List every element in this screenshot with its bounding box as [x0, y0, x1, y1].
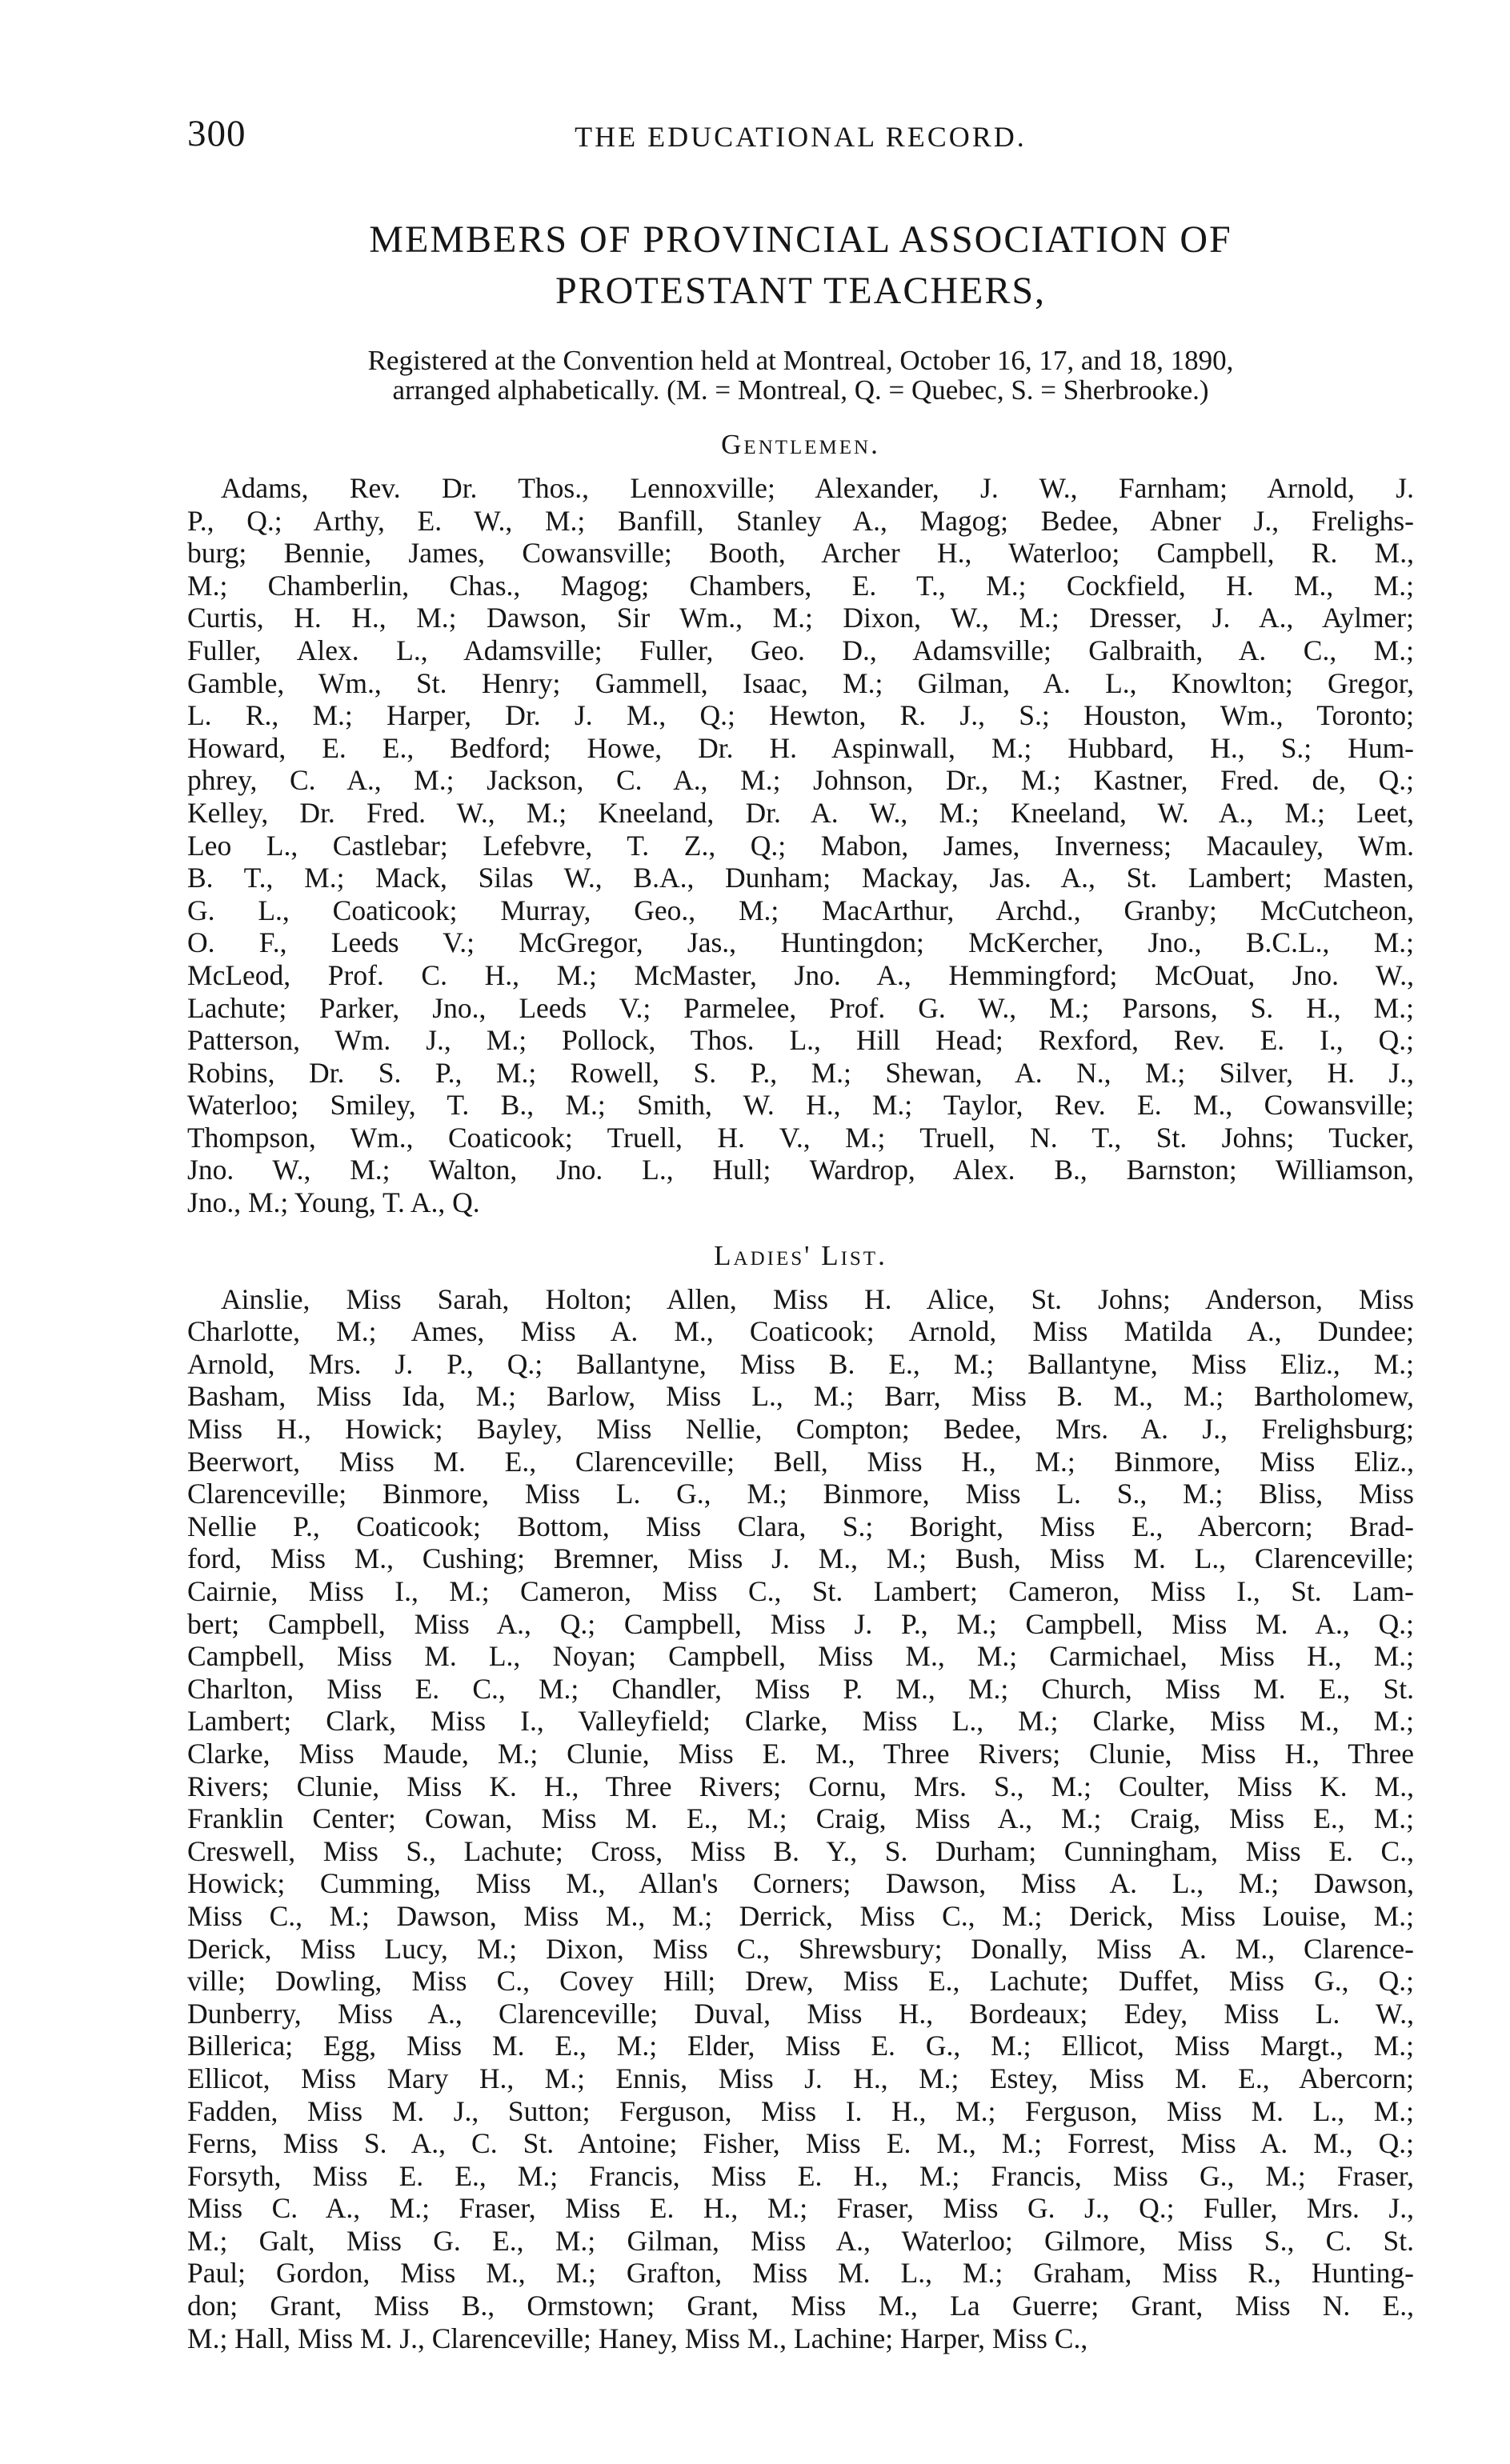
list-line: Jno., M.; Young, T. A., Q. [187, 1186, 480, 1219]
article-title [187, 214, 1414, 317]
list-line: Forsyth, Miss E. E., M.; Francis, Miss E. H., M.; Francis, Miss G., M.; Fraser, [187, 2159, 1414, 2192]
list-line: Curtis, H. H., M.; Dawson, Sir Wm., M.; Dixon, W., M.; Dresser, J. A., Aylmer; [187, 602, 1414, 634]
running-head [187, 112, 1414, 170]
list-line: Patterson, Wm. J., M.; Pollock, Thos. L., Hill Head; Rexford, Rev. E. I., Q.; [187, 1024, 1414, 1057]
list-line: Billerica; Egg, Miss M. E., M.; Elder, Miss E. G., M.; Ellicot, Miss Margt., M.; [187, 2030, 1414, 2062]
list-line: Ellicot, Miss Mary H., M.; Ennis, Miss J. H., M.; Estey, Miss M. E., Abercorn; [187, 2062, 1414, 2094]
ladies-heading: Ladies' List. [714, 1239, 887, 1271]
list-line: Fuller, Alex. L., Adamsville; Fuller, Geo. D., Adamsville; Galbraith, A. C., M.; [187, 634, 1414, 666]
subtitle-line: arranged alphabetically. (M. = Montreal, Q. = Quebec, S. = Sherbrooke.) [392, 374, 1209, 406]
article-title-line: MEMBERS OF PROVINCIAL ASSOCIATION OF [369, 218, 1232, 261]
list-line: Arnold, Mrs. J. P., Q.; Ballantyne, Miss B. E., M.; Ballantyne, Miss Eliz., M.; [187, 1347, 1414, 1380]
list-line: Campbell, Miss M. L., Noyan; Campbell, Miss M., M.; Carmichael, Miss H., M.; [187, 1640, 1414, 1673]
list-line: Clarenceville; Binmore, Miss L. G., M.; Binmore, Miss L. S., M.; Bliss, Miss [187, 1478, 1414, 1510]
list-line: Dunberry, Miss A., Clarenceville; Duval, Miss H., Bordeaux; Edey, Miss L. W., [187, 1997, 1414, 2030]
list-line: B. T., M.; Mack, Silas W., B.A., Dunham; Mackay, Jas. A., St. Lambert; Masten, [187, 862, 1414, 894]
list-line: Miss H., Howick; Bayley, Miss Nellie, Compton; Bedee, Mrs. A. J., Frelighsburg; [187, 1413, 1414, 1446]
journal-title: THE EDUCATIONAL RECORD. [575, 121, 1027, 153]
list-line: Miss C., M.; Dawson, Miss M., M.; Derrick, Miss C., M.; Derick, Miss Louise, M.; [187, 1899, 1414, 1932]
list-line: Nellie P., Coaticook; Bottom, Miss Clara, S.; Boright, Miss E., Abercorn; Brad- [187, 1510, 1414, 1542]
list-line: O. F., Leeds V.; McGregor, Jas., Huntingdon; McKercher, Jno., B.C.L., M.; [187, 926, 1414, 959]
article-title-line: PROTESTANT TEACHERS, [555, 270, 1047, 312]
list-line: Fadden, Miss M. J., Sutton; Ferguson, Miss I. H., M.; Ferguson, Miss M. L., M.; [187, 2094, 1414, 2127]
list-line: bert; Campbell, Miss A., Q.; Campbell, Miss J. P., M.; Campbell, Miss M. A., Q.; [187, 1607, 1414, 1640]
list-line: M.; Hall, Miss M. J., Clarenceville; Haney, Miss M., Lachine; Harper, Miss C., [187, 2322, 1088, 2354]
list-line: Jno. W., M.; Walton, Jno. L., Hull; Wardrop, Alex. B., Barnston; Williamson, [187, 1154, 1414, 1186]
list-line: ford, Miss M., Cushing; Bremner, Miss J. M., M.; Bush, Miss M. L., Clarenceville; [187, 1542, 1414, 1575]
list-line: Howick; Cumming, Miss M., Allan's Corners; Dawson, Miss A. L., M.; Dawson, [187, 1867, 1414, 1900]
list-line: Adams, Rev. Dr. Thos., Lennoxville; Alexander, J. W., Farnham; Arnold, J. [221, 472, 1414, 504]
list-line: Creswell, Miss S., Lachute; Cross, Miss B. Y., S. Durham; Cunningham, Miss E. C., [187, 1834, 1414, 1867]
list-line: L. R., M.; Harper, Dr. J. M., Q.; Hewton, R. J., S.; Houston, Wm., Toronto; [187, 699, 1414, 732]
list-line: Lambert; Clark, Miss I., Valleyfield; Clarke, Miss L., M.; Clarke, Miss M., M.; [187, 1705, 1414, 1738]
list-line: Leo L., Castlebar; Lefebvre, T. Z., Q.; Mabon, James, Inverness; Macauley, Wm. [187, 829, 1414, 862]
list-line: Waterloo; Smiley, T. B., M.; Smith, W. H., M.; Taylor, Rev. E. M., Cowansville; [187, 1089, 1414, 1122]
list-line: Ferns, Miss S. A., C. St. Antoine; Fisher, Miss E. M., M.; Forrest, Miss A. M., Q.; [187, 2127, 1414, 2160]
list-line: Rivers; Clunie, Miss K. H., Three Rivers; Cornu, Mrs. S., M.; Coulter, Miss K. M., [187, 1770, 1414, 1802]
list-line: don; Grant, Miss B., Ormstown; Grant, Miss M., La Guerre; Grant, Miss N. E., [187, 2290, 1414, 2322]
list-line: Clarke, Miss Maude, M.; Clunie, Miss E. M., Three Rivers; Clunie, Miss H., Three [187, 1737, 1414, 1770]
list-line: Basham, Miss Ida, M.; Barlow, Miss L., M.; Barr, Miss B. M., M.; Bartholomew, [187, 1380, 1414, 1413]
list-line: burg; Bennie, James, Cowansville; Booth, Archer H., Waterloo; Campbell, R. M., [187, 537, 1414, 570]
list-line: Thompson, Wm., Coaticook; Truell, H. V., M.; Truell, N. T., St. Johns; Tucker, [187, 1121, 1414, 1154]
list-line: Cairnie, Miss I., M.; Cameron, Miss C., St. Lambert; Cameron, Miss I., St. Lam- [187, 1575, 1414, 1607]
list-line: M.; Galt, Miss G. E., M.; Gilman, Miss A., Waterloo; Gilmore, Miss S., C. St. [187, 2224, 1414, 2257]
list-line: Lachute; Parker, Jno., Leeds V.; Parmelee, Prof. G. W., M.; Parsons, S. H., M.; [187, 991, 1414, 1024]
list-line: Ainslie, Miss Sarah, Holton; Allen, Miss H. Alice, St. Johns; Anderson, Miss [221, 1282, 1414, 1315]
ladies-list [187, 1283, 1414, 2355]
list-line: Howard, E. E., Bedford; Howe, Dr. H. Aspinwall, M.; Hubbard, H., S.; Hum- [187, 731, 1414, 764]
list-line: Beerwort, Miss M. E., Clarenceville; Bell, Miss H., M.; Binmore, Miss Eliz., [187, 1445, 1414, 1478]
list-line: Derick, Miss Lucy, M.; Dixon, Miss C., Shrewsbury; Donally, Miss A. M., Clarence- [187, 1932, 1414, 1965]
article-subtitle [187, 346, 1414, 405]
list-line: M.; Chamberlin, Chas., Magog; Chambers, E. T., M.; Cockfield, H. M., M.; [187, 569, 1414, 602]
subtitle-line: Registered at the Convention held at Montreal, October 16, 17, and 18, 1890, [367, 345, 1234, 376]
list-line: Paul; Gordon, Miss M., M.; Grafton, Miss M. L., M.; Graham, Miss R., Hunting- [187, 2257, 1414, 2290]
list-line: McLeod, Prof. C. H., M.; McMaster, Jno. A., Hemmingford; McOuat, Jno. W., [187, 958, 1414, 991]
list-line: Kelley, Dr. Fred. W., M.; Kneeland, Dr. A. W., M.; Kneeland, W. A., M.; Leet, [187, 796, 1414, 829]
list-line: Miss C. A., M.; Fraser, Miss E. H., M.; Fraser, Miss G. J., Q.; Fuller, Mrs. J., [187, 2192, 1414, 2225]
list-line: Charlton, Miss E. C., M.; Chandler, Miss P. M., M.; Church, Miss M. E., St. [187, 1672, 1414, 1705]
list-line: phrey, C. A., M.; Jackson, C. A., M.; Johnson, Dr., M.; Kastner, Fred. de, Q.; [187, 764, 1414, 797]
list-line: Gamble, Wm., St. Henry; Gammell, Isaac, M.; Gilman, A. L., Knowlton; Gregor, [187, 666, 1414, 699]
list-line: Robins, Dr. S. P., M.; Rowell, S. P., M.; Shewan, A. N., M.; Silver, H. J., [187, 1056, 1414, 1089]
gentlemen-heading: Gentlemen. [721, 429, 880, 460]
list-line: G. L., Coaticook; Murray, Geo., M.; MacArthur, Archd., Granby; McCutcheon, [187, 894, 1414, 926]
list-line: Franklin Center; Cowan, Miss M. E., M.; Craig, Miss A., M.; Craig, Miss E., M.; [187, 1802, 1414, 1835]
page-number: 300 [187, 113, 246, 154]
list-line: P., Q.; Arthy, E. W., M.; Banfill, Stanley A., Magog; Bedee, Abner J., Frelighs- [187, 504, 1414, 537]
list-line: Charlotte, M.; Ames, Miss A. M., Coaticook; Arnold, Miss Matilda A., Dundee; [187, 1315, 1414, 1348]
gentlemen-list [187, 472, 1414, 1219]
list-line: ville; Dowling, Miss C., Covey Hill; Drew, Miss E., Lachute; Duffet, Miss G., Q.; [187, 1965, 1414, 1998]
